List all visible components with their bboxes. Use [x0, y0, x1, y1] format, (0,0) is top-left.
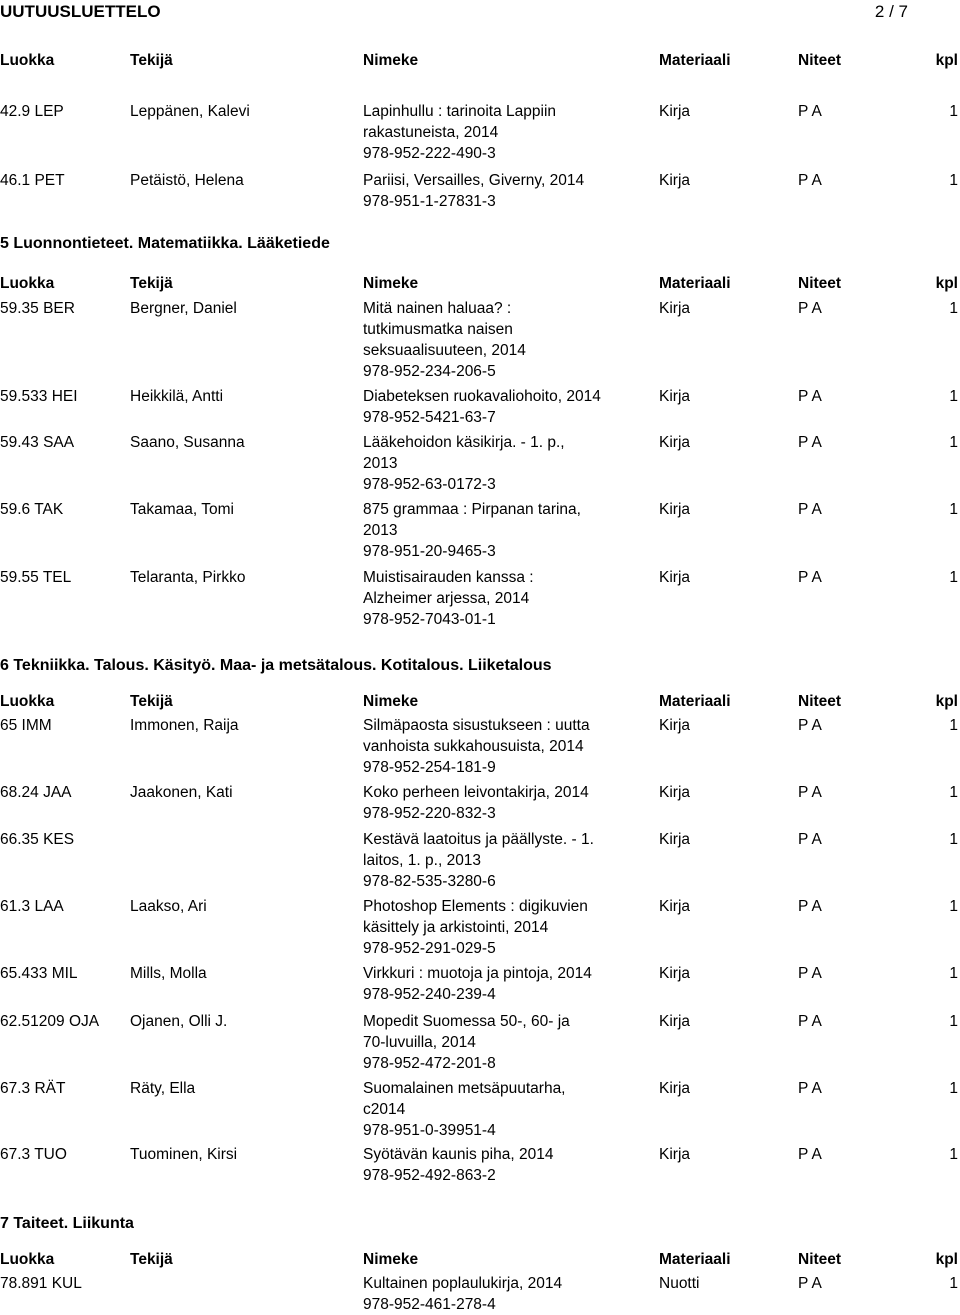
column-header-niteet: Niteet	[798, 693, 842, 710]
nimeke-line: 978-951-1-27831-3	[363, 193, 496, 210]
nimeke-line: 978-952-240-239-4	[363, 986, 496, 1003]
luokka-cell: 59.533 HEI	[0, 388, 78, 405]
luokka-cell: 59.6 TAK	[0, 501, 64, 518]
column-header-kpl: kpl	[935, 1251, 958, 1268]
niteet-cell: P A	[798, 172, 822, 189]
materiaali-cell: Kirja	[659, 172, 691, 189]
luokka-cell: 66.35 KES	[0, 831, 75, 848]
nimeke-line: 978-952-63-0172-3	[363, 476, 496, 493]
nimeke-cell	[363, 298, 526, 382]
materiaali-cell: Kirja	[659, 103, 691, 120]
nimeke-line: Suomalainen metsäpuutarha,	[363, 1080, 566, 1097]
nimeke-cell	[363, 432, 565, 495]
luokka-cell: 59.35 BER	[0, 300, 75, 317]
niteet-cell: P A	[798, 1013, 822, 1030]
materiaali-cell: Kirja	[659, 1146, 691, 1163]
nimeke-line: Pariisi, Versailles, Giverny, 2014	[363, 172, 585, 189]
niteet-cell: P A	[798, 300, 822, 317]
nimeke-line: Silmäpaosta sisustukseen : uutta	[363, 717, 590, 734]
tekija-cell: Ojanen, Olli J.	[130, 1013, 228, 1030]
column-header-luokka: Luokka	[0, 693, 55, 710]
nimeke-line: Lääkehoidon käsikirja. - 1. p.,	[363, 434, 565, 451]
niteet-cell: P A	[798, 501, 822, 518]
column-header-tekija: Tekijä	[130, 1251, 173, 1268]
luokka-cell: 42.9 LEP	[0, 103, 64, 120]
nimeke-cell	[363, 1011, 570, 1074]
nimeke-line: c2014	[363, 1101, 406, 1118]
kpl-cell: 1	[949, 1146, 958, 1163]
niteet-cell: P A	[798, 388, 822, 405]
niteet-cell: P A	[798, 569, 822, 586]
column-header-luokka: Luokka	[0, 275, 55, 292]
tekija-cell: Telaranta, Pirkko	[130, 569, 246, 586]
nimeke-line: 2013	[363, 455, 398, 472]
column-header-kpl: kpl	[935, 275, 958, 292]
luokka-cell: 62.51209 OJA	[0, 1013, 100, 1030]
nimeke-cell	[363, 782, 589, 824]
luokka-cell: 67.3 TUO	[0, 1146, 67, 1163]
nimeke-line: Mitä nainen haluaa? :	[363, 300, 512, 317]
tekija-cell: Laakso, Ari	[130, 898, 207, 915]
nimeke-line: 978-952-291-029-5	[363, 940, 496, 957]
luokka-cell: 59.55 TEL	[0, 569, 72, 586]
kpl-cell: 1	[949, 965, 958, 982]
nimeke-cell	[363, 963, 592, 1005]
column-header-nimeke: Nimeke	[363, 693, 419, 710]
column-header-nimeke: Nimeke	[363, 52, 419, 69]
nimeke-cell	[363, 499, 581, 562]
nimeke-line: tutkimusmatka naisen	[363, 321, 513, 338]
nimeke-line: 978-952-254-181-9	[363, 759, 496, 776]
column-header-materiaali: Materiaali	[659, 275, 731, 292]
nimeke-cell	[363, 896, 588, 959]
nimeke-line: 2013	[363, 522, 398, 539]
nimeke-line: 978-951-0-39951-4	[363, 1122, 496, 1139]
nimeke-line: 978-952-220-832-3	[363, 805, 496, 822]
tekija-cell: Mills, Molla	[130, 965, 207, 982]
materiaali-cell: Kirja	[659, 388, 691, 405]
luokka-cell: 67.3 RÄT	[0, 1080, 66, 1097]
kpl-cell: 1	[949, 1080, 958, 1097]
nimeke-line: 978-952-5421-63-7	[363, 409, 496, 426]
nimeke-line: Lapinhullu : tarinoita Lappiin	[363, 103, 557, 120]
nimeke-cell	[363, 386, 601, 428]
column-header-niteet: Niteet	[798, 1251, 842, 1268]
materiaali-cell: Kirja	[659, 434, 691, 451]
niteet-cell: P A	[798, 1146, 822, 1163]
niteet-cell: P A	[798, 831, 822, 848]
column-header-materiaali: Materiaali	[659, 52, 731, 69]
materiaali-cell: Kirja	[659, 300, 691, 317]
column-header-tekija: Tekijä	[130, 693, 173, 710]
tekija-cell: Petäistö, Helena	[130, 172, 244, 189]
niteet-cell: P A	[798, 717, 822, 734]
luokka-cell: 65.433 MIL	[0, 965, 78, 982]
column-header-kpl: kpl	[935, 693, 958, 710]
tekija-cell: Tuominen, Kirsi	[130, 1146, 238, 1163]
nimeke-cell	[363, 1144, 553, 1186]
tekija-cell: Immonen, Raija	[130, 717, 239, 734]
materiaali-cell: Kirja	[659, 965, 691, 982]
kpl-cell: 1	[949, 717, 958, 734]
nimeke-line: 70-luvuilla, 2014	[363, 1034, 476, 1051]
niteet-cell: P A	[798, 1275, 822, 1292]
column-header-tekija: Tekijä	[130, 275, 173, 292]
nimeke-line: laitos, 1. p., 2013	[363, 852, 482, 869]
column-header-materiaali: Materiaali	[659, 693, 731, 710]
nimeke-line: 978-82-535-3280-6	[363, 873, 496, 890]
luokka-cell: 61.3 LAA	[0, 898, 64, 915]
luokka-cell: 65 IMM	[0, 717, 52, 734]
column-header-nimeke: Nimeke	[363, 1251, 419, 1268]
kpl-cell: 1	[949, 1013, 958, 1030]
tekija-cell: Takamaa, Tomi	[130, 501, 234, 518]
materiaali-cell: Nuotti	[659, 1275, 700, 1292]
niteet-cell: P A	[798, 784, 822, 801]
nimeke-line: vanhoista sukkahousuista, 2014	[363, 738, 584, 755]
nimeke-line: Mopedit Suomessa 50-, 60- ja	[363, 1013, 570, 1030]
nimeke-line: Alzheimer arjessa, 2014	[363, 590, 530, 607]
page-number: 2 / 7	[874, 2, 908, 21]
nimeke-line: Photoshop Elements : digikuvien	[363, 898, 588, 915]
nimeke-line: Muistisairauden kanssa :	[363, 569, 534, 586]
nimeke-line: Virkkuri : muotoja ja pintoja, 2014	[363, 965, 592, 982]
niteet-cell: P A	[798, 1080, 822, 1097]
materiaali-cell: Kirja	[659, 501, 691, 518]
luokka-cell: 68.24 JAA	[0, 784, 72, 801]
nimeke-line: Diabeteksen ruokavaliohoito, 2014	[363, 388, 601, 405]
column-header-luokka: Luokka	[0, 52, 55, 69]
nimeke-cell	[363, 170, 584, 212]
kpl-cell: 1	[949, 784, 958, 801]
nimeke-cell	[363, 567, 534, 630]
niteet-cell: P A	[798, 898, 822, 915]
column-header-tekija: Tekijä	[130, 52, 173, 69]
tekija-cell: Bergner, Daniel	[130, 300, 237, 317]
niteet-cell: P A	[798, 965, 822, 982]
nimeke-line: Kestävä laatoitus ja päällyste. - 1.	[363, 831, 594, 848]
materiaali-cell: Kirja	[659, 1013, 691, 1030]
kpl-cell: 1	[949, 388, 958, 405]
kpl-cell: 1	[949, 501, 958, 518]
document-title: UUTUUSLUETTELO	[0, 2, 161, 21]
kpl-cell: 1	[949, 434, 958, 451]
section-heading: 6 Tekniikka. Talous. Käsityö. Maa- ja metsätalous. Kotitalous. Liiketalous	[0, 657, 552, 674]
materiaali-cell: Kirja	[659, 717, 691, 734]
column-header-kpl: kpl	[935, 52, 958, 69]
nimeke-line: rakastuneista, 2014	[363, 124, 499, 141]
kpl-cell: 1	[949, 831, 958, 848]
niteet-cell: P A	[798, 103, 822, 120]
luokka-cell: 46.1 PET	[0, 172, 65, 189]
materiaali-cell: Kirja	[659, 898, 691, 915]
section-heading: 7 Taiteet. Liikunta	[0, 1215, 134, 1232]
materiaali-cell: Kirja	[659, 831, 691, 848]
nimeke-line: 978-952-492-863-2	[363, 1167, 496, 1184]
nimeke-cell	[363, 715, 590, 778]
tekija-cell: Jaakonen, Kati	[130, 784, 233, 801]
nimeke-line: 978-952-461-278-4	[363, 1296, 496, 1313]
column-header-niteet: Niteet	[798, 52, 842, 69]
nimeke-line: 978-952-472-201-8	[363, 1055, 496, 1072]
nimeke-line: Kultainen poplaulukirja, 2014	[363, 1275, 563, 1292]
kpl-cell: 1	[949, 172, 958, 189]
materiaali-cell: Kirja	[659, 569, 691, 586]
tekija-cell: Leppänen, Kalevi	[130, 103, 250, 120]
tekija-cell: Räty, Ella	[130, 1080, 196, 1097]
kpl-cell: 1	[949, 1275, 958, 1292]
materiaali-cell: Kirja	[659, 784, 691, 801]
kpl-cell: 1	[949, 300, 958, 317]
nimeke-line: 978-952-7043-01-1	[363, 611, 496, 628]
kpl-cell: 1	[949, 103, 958, 120]
nimeke-line: 978-952-234-206-5	[363, 363, 496, 380]
luokka-cell: 78.891 KUL	[0, 1275, 82, 1292]
nimeke-line: 978-952-222-490-3	[363, 145, 496, 162]
luokka-cell: 59.43 SAA	[0, 434, 75, 451]
nimeke-line: 875 grammaa : Pirpanan tarina,	[363, 501, 581, 518]
column-header-nimeke: Nimeke	[363, 275, 419, 292]
tekija-cell: Heikkilä, Antti	[130, 388, 224, 405]
nimeke-line: Koko perheen leivontakirja, 2014	[363, 784, 589, 801]
kpl-cell: 1	[949, 569, 958, 586]
section-heading: 5 Luonnontieteet. Matematiikka. Lääketiede	[0, 235, 330, 252]
nimeke-line: seksuaalisuuteen, 2014	[363, 342, 526, 359]
nimeke-cell	[363, 1078, 566, 1141]
column-header-luokka: Luokka	[0, 1251, 55, 1268]
materiaali-cell: Kirja	[659, 1080, 691, 1097]
column-header-niteet: Niteet	[798, 275, 842, 292]
kpl-cell: 1	[949, 898, 958, 915]
nimeke-cell	[363, 101, 556, 164]
nimeke-cell	[363, 829, 594, 892]
nimeke-line: käsittely ja arkistointi, 2014	[363, 919, 549, 936]
tekija-cell: Saano, Susanna	[130, 434, 245, 451]
nimeke-line: 978-951-20-9465-3	[363, 543, 496, 560]
nimeke-line: Syötävän kaunis piha, 2014	[363, 1146, 554, 1163]
niteet-cell: P A	[798, 434, 822, 451]
column-header-materiaali: Materiaali	[659, 1251, 731, 1268]
